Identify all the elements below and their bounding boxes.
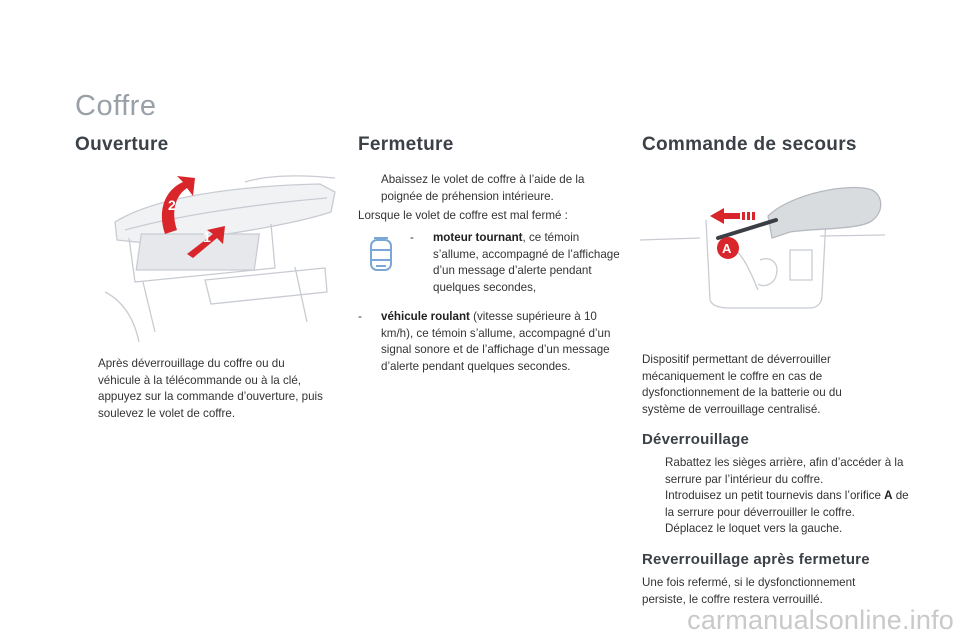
open-trunk-warning-icon [366, 236, 396, 274]
vehicule-roulant-label: véhicule roulant [381, 310, 470, 323]
direction-arrow [710, 208, 755, 224]
fermeture-instruction [358, 172, 618, 205]
ouverture-text: Après déverrouillage du coffre ou du véhicule à la télécommande ou à la clé, appuyez sur la commande d’ouverture, puis soulevez le volet de coffre. [98, 357, 323, 420]
screwdriver-handle [768, 188, 881, 238]
label-2: 2 [168, 197, 176, 213]
deverrouillage-step-1: Rabattez les sièges arrière, afin d’accéder à la serrure par l’intérieur du coffre. [665, 456, 904, 486]
deverrouillage-step-2: Introduisez un petit tournevis dans l’orifice A de la serrure pour déverrouiller le coffre. [665, 489, 909, 519]
fermeture-intro: Lorsque le volet de coffre est mal fermé : [358, 209, 568, 222]
section-heading-commande-de-secours: Commande de secours [642, 134, 857, 155]
trunk-opening-illustration [95, 172, 340, 342]
reverrouillage-text: Une fois refermé, si le dysfonctionnement persiste, le coffre restera verrouillé. [642, 576, 856, 606]
screwdriver-shaft [718, 220, 776, 238]
deverrouillage-step-3: Déplacez le loquet vers la gauche. [665, 522, 843, 535]
subheading-deverrouillage: Déverrouillage [642, 431, 750, 448]
emergency-lock-illustration [640, 180, 885, 320]
label-1: 1 [203, 229, 211, 245]
section-heading-ouverture: Ouverture [75, 134, 169, 155]
ouverture-instruction [75, 356, 325, 422]
moteur-tournant-label: moteur tournant [433, 231, 523, 244]
fermeture-text: Abaissez le volet de coffre à l’aide de la poignée de préhension intérieure. [381, 173, 585, 203]
label-a: A [722, 241, 732, 256]
watermark: carmanualsonline.info [687, 605, 954, 635]
section-heading-fermeture: Fermeture [358, 134, 454, 155]
vehicule-roulant-item: - véhicule roulant (vitesse supérieure à 10 km/h), ce témoin s’allume, accompagné d’un signal sonore et de l’affichage d’un message d’alerte pendant quelques secondes. [358, 310, 611, 373]
secours-description: Dispositif permettant de déverrouiller mécaniquement le coffre en cas de dysfonctionnement de la batterie ou du système de verrouillage centralisé. [642, 353, 842, 416]
orifice-a-label: A [884, 489, 893, 502]
subheading-reverrouillage: Reverrouillage après fermeture [642, 551, 870, 568]
moteur-tournant-item: - moteur tournant, ce témoin s’allume, accompagné de l’affichage d’un message d’alerte pendant quelques secondes, [410, 231, 620, 294]
page-title: Coffre [75, 90, 157, 122]
